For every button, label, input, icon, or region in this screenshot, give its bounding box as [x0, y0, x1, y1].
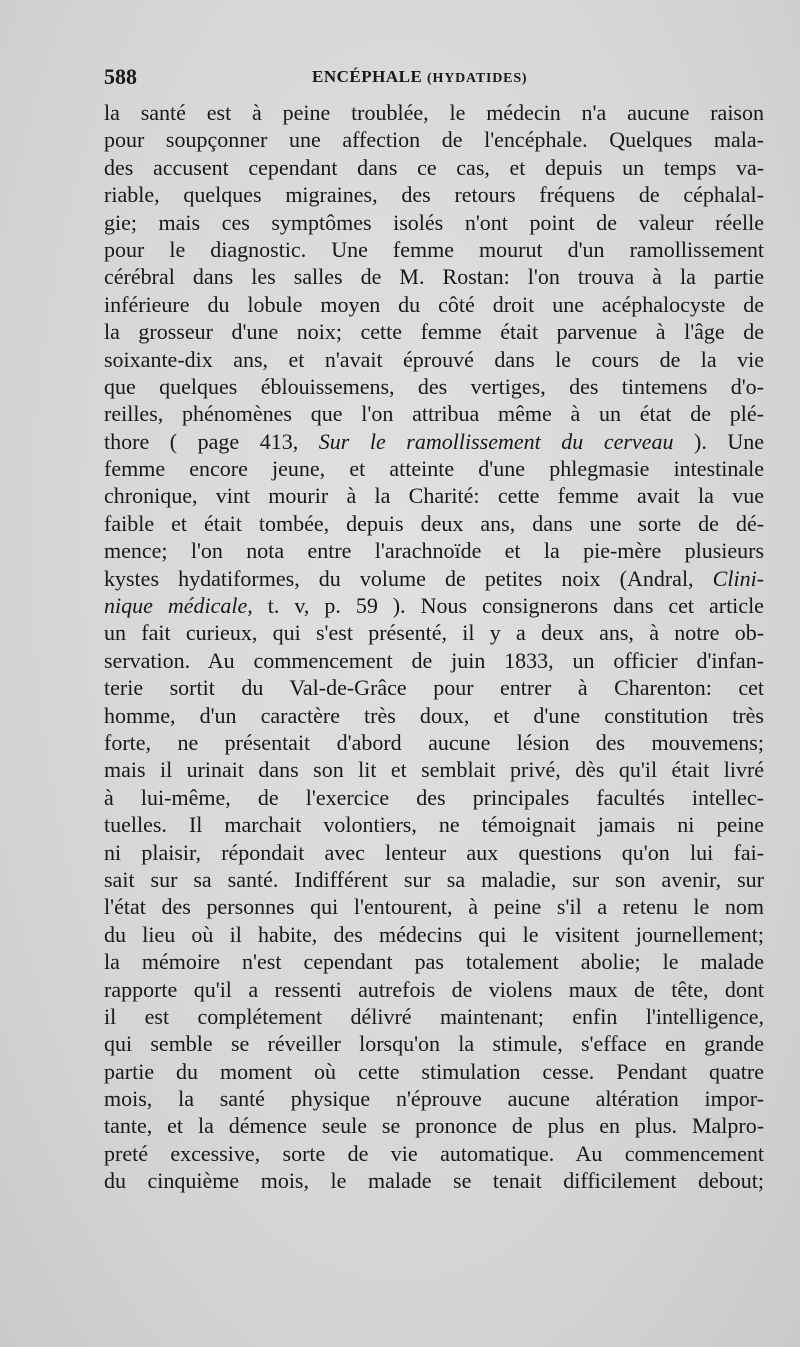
text-line: un fait curieux, qui s'est présenté, il y a deux ans, à notre ob- — [104, 620, 765, 646]
text-line — [104, 565, 764, 592]
text-line: femme encore jeune, et atteinte d'une phlegmasie intestinale — [104, 456, 764, 482]
text-line: reilles, phénomènes que l'on attribua même à un état de plé- — [104, 401, 764, 427]
cited-title: Clini- — [712, 565, 765, 591]
text-line: la santé est à peine troublée, le médecin n'a aucune raison — [104, 100, 764, 125]
text-line: à lui-même, de l'exercice des principales facultés intellec- — [104, 784, 764, 810]
text-line: gie; mais ces symptômes isolés n'ont point de valeur réelle — [104, 209, 764, 235]
text-line: qui semble se réveiller lorsqu'on la stimule, s'efface en grande — [104, 1031, 764, 1057]
running-head-main: ENCÉPHALE — [312, 67, 423, 86]
text-line: mais il urinait dans son lit et semblait privé, dès qu'il était livré — [104, 757, 765, 783]
cited-title: nique médicale, — [104, 593, 253, 619]
text-line: mois, la santé physique n'éprouve aucune altération impor- — [104, 1086, 764, 1112]
text-segment: thore ( page 413, — [104, 428, 319, 454]
text-line: partie du moment où cette stimulation cesse. Pendant quatre — [104, 1058, 764, 1084]
text-line: pour le diagnostic. Une femme mourut d'un ramollissement — [104, 236, 765, 262]
page-number: 588 — [104, 64, 137, 89]
text-line: du lieu où il habite, des médecins qui le visitent journellement; — [104, 921, 765, 947]
text-line: tuelles. Il marchait volontiers, ne témoignait jamais ni peine — [104, 812, 765, 838]
text-segment: ). Une — [694, 428, 765, 454]
text-line: servation. Au commencement de juin 1833, un officier d'infan- — [104, 647, 764, 673]
text-line: faible et était tombée, depuis deux ans, dans une sorte de dé- — [104, 510, 765, 536]
text-line: sait sur sa santé. Indifférent sur sa maladie, sur son avenir, sur — [104, 866, 764, 892]
text-line: rapporte qu'il a ressenti autrefois de violens maux de tête, dont — [104, 976, 765, 1002]
text-line: inférieure du lobule moyen du côté droit une acéphalocyste de — [104, 291, 765, 317]
running-head-sub: (HYDATIDES) — [427, 71, 528, 86]
text-line: il est complétement délivré maintenant; enfin l'intelligence, — [104, 1003, 765, 1029]
text-line: la mémoire n'est cependant pas totalement abolie; le malade — [104, 949, 765, 975]
text-line: ni plaisir, répondait avec lenteur aux questions qu'on lui fai- — [104, 839, 765, 865]
text-line: preté excessive, sorte de vie automatique. Au commencement — [104, 1140, 765, 1166]
text-line: l'état des personnes qui l'entourent, à peine s'il a retenu le nom — [104, 894, 765, 920]
text-line: forte, ne présentait d'abord aucune lésion des mouvemens; — [104, 729, 764, 755]
cited-title: Sur le ramollissement du cerveau — [318, 428, 674, 454]
body-text — [104, 99, 764, 1195]
text-line: tante, et la démence seule se prononce de plus en plus. Malpro- — [104, 1113, 765, 1139]
text-line — [104, 428, 764, 455]
text-line: terie sortit du Val-de-Grâce pour entrer à Charenton: cet — [104, 675, 765, 701]
text-line: pour soupçonner une affection de l'encéphale. Quelques mala- — [104, 127, 764, 153]
running-head — [312, 60, 527, 96]
text-segment: kystes hydatiformes, du volume de petites noix (Andral, — [104, 565, 713, 591]
text-line: homme, d'un caractère très doux, et d'une constitution très — [104, 702, 764, 728]
text-segment: t. v, p. 59 ). Nous consignerons dans cet article — [252, 593, 764, 619]
text-line: la grosseur d'une noix; cette femme était parvenue à l'âge de — [104, 319, 764, 345]
text-line: cérébral dans les salles de M. Rostan: l'on trouva à la partie — [104, 264, 764, 290]
text-line: mence; l'on nota entre l'arachnoïde et la pie-mère plusieurs — [104, 538, 765, 564]
page-header — [104, 60, 764, 94]
text-line: riable, quelques migraines, des retours fréquens de céphalal- — [104, 182, 764, 208]
text-line — [104, 592, 764, 619]
text-line: soixante-dix ans, et n'avait éprouvé dans le cours de la vie — [104, 346, 765, 372]
text-line: que quelques éblouissemens, des vertiges, des tintemens d'o- — [104, 373, 764, 399]
text-line: des accusent cependant dans ce cas, et depuis un temps va- — [104, 154, 765, 180]
text-line: chronique, vint mourir à la Charité: cette femme avait la vue — [104, 483, 764, 509]
text-line: du cinquième mois, le malade se tenait difficilement debout; — [104, 1168, 765, 1194]
